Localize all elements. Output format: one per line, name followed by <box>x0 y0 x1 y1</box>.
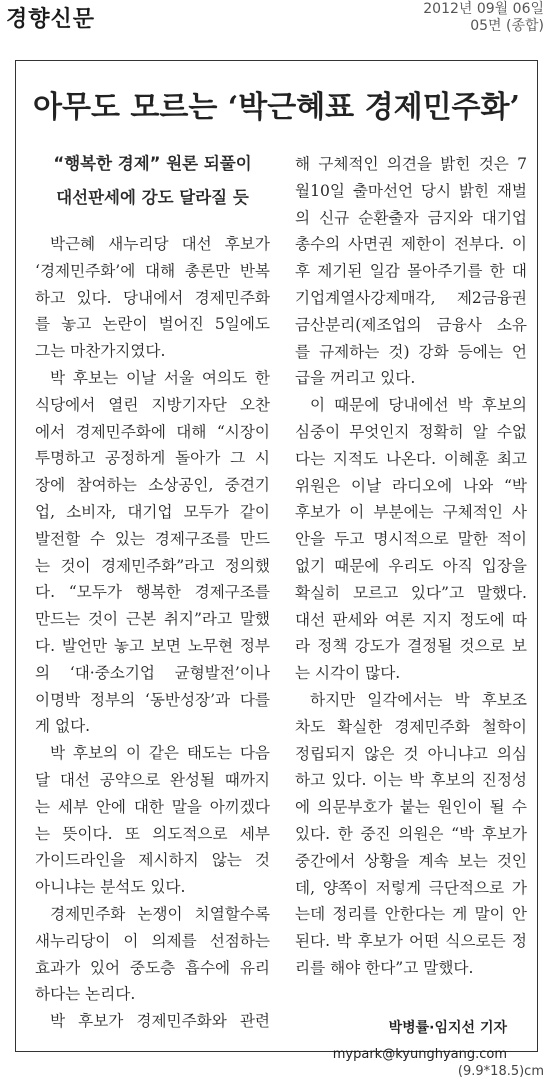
article-text-line: 는 세부 안에 대한 말을 아끼겠다 <box>35 797 270 816</box>
article-text-line: 효과가 있어 중도층 흡수에 유리 <box>35 958 270 977</box>
article-text-line: 박 후보의 이 같은 태도는 다음 <box>50 744 270 763</box>
article-text-line: 장에 참여하는 소상공인, 중견기 <box>35 476 270 495</box>
article-text-line: 급을 꺼리고 있다. <box>295 369 416 388</box>
article-text-line: 가이드라인을 제시하지 않는 것 <box>35 851 270 870</box>
article-column-left <box>35 149 270 1035</box>
article-text-line: 하다는 논리다. <box>35 985 136 1004</box>
article-text-line: 업, 소비자, 대기업 모두가 같이 <box>35 502 270 521</box>
subheadline-1: “행복한 경제” 원론 되풀이 <box>53 154 252 173</box>
article-text-line: 하고 있다. 당내에서 경제민주화 <box>35 288 270 307</box>
article-text-line: 의 신규 순환출자 금지와 대기업 <box>295 208 527 227</box>
article-text-line: 중간에서 상황을 계속 보는 것인 <box>295 851 527 870</box>
clipping-size: (9.9*18.5)cm <box>457 1064 544 1079</box>
article-frame <box>15 60 538 1062</box>
page-header <box>0 0 550 42</box>
article-column-right <box>295 151 527 982</box>
page-section: 05면 (종합) <box>470 18 544 34</box>
article-text-line: 는 뜻이다. 또 의도적으로 세부 <box>35 824 270 843</box>
article-text-line: 만드는 것이 근본 취지”라고 말했 <box>35 610 270 629</box>
article-text-line: 확실히 모르고 있다”고 말했다. <box>295 583 527 602</box>
article-text-line: 에서 경제민주화에 대해 “시장이 <box>35 422 270 441</box>
article-text-line: 안을 두고 명시적으로 말한 적이 <box>295 530 527 549</box>
article-text-line: 그는 마찬가지였다. <box>35 342 166 361</box>
publication-date: 2012년 09월 06일 <box>423 1 544 17</box>
article-text-line: 발전할 수 있는 경제구조를 만드 <box>35 529 270 548</box>
article-text-line: 경제민주화 논쟁이 치열할수록 <box>50 904 270 923</box>
article-text-line: 박 후보가 경제민주화와 관련 <box>50 1012 270 1031</box>
article-text-line: 해 구체적인 의견을 밝힌 것은 7 <box>295 155 527 173</box>
article-text-line: 정립되지 않은 것 아니냐고 의심 <box>295 744 527 763</box>
article-text-line: 다. 발언만 놓고 보면 노무현 정부 <box>35 636 270 655</box>
article-text-line: 게 없다. <box>35 717 91 736</box>
article-text-line: 하고 있다. 이는 박 후보의 진정성 <box>295 771 527 790</box>
article-body-left <box>35 231 270 1035</box>
article-text-line: 총수의 사면권 제한이 전부다. 이 <box>295 235 527 254</box>
article-text-line: 는 것이 경제민주화”라고 정의했 <box>35 556 270 575</box>
subheadline-block <box>35 147 270 215</box>
article-text-line: 데, 양쪽이 저렇게 극단적으로 가 <box>295 878 527 897</box>
article-headline: 아무도 모르는 ‘박근혜표 경제민주화’ <box>33 90 520 125</box>
subheadline-2: 대선판세에 강도 달라질 듯 <box>56 188 249 207</box>
article-text-line: 아니냐는 분석도 있다. <box>35 878 186 897</box>
article-text-line: 심중이 무엇인지 정확히 알 수없 <box>295 422 527 441</box>
article-text-line: 리를 해야 한다”고 말했다. <box>295 958 474 977</box>
article-text-line: 차도 확실한 경제민주화 철학이 <box>295 717 527 736</box>
article-text-line: 는데 정리를 안한다는 게 말이 안 <box>295 905 527 924</box>
newspaper-masthead: 경향신문 <box>6 7 96 32</box>
article-text-line: ‘경제민주화’에 대해 총론만 반복 <box>35 261 270 280</box>
article-text-line: 후 제기된 일감 몰아주기를 한 대 <box>295 262 527 281</box>
article-text-line: 라 정책 강도가 결정될 것으로 보 <box>295 637 527 656</box>
article-text-line: 없기 때문에 우리도 아직 입장을 <box>295 556 527 575</box>
article-text-line: 박 후보는 이날 서울 여의도 한 <box>50 368 270 387</box>
article-text-line: 다는 지적도 나온다. 이혜훈 최고 <box>295 449 527 468</box>
article-text-line: 하지만 일각에서는 박 후보조 <box>310 690 527 709</box>
article-text-line: 금산분리(제조업의 금융사 소유 <box>295 315 527 334</box>
article-text-line: 있다. 한 중진 의원은 “박 후보가 <box>295 824 527 843</box>
article-text-line: 식당에서 열린 지방기자단 오찬 <box>35 395 270 414</box>
reporter-email: mypark@kyunghyang.com <box>332 1047 507 1062</box>
dateline <box>423 1 544 35</box>
article-text-line: 기업계열사강제매각, 제2금융권 <box>295 288 527 307</box>
article-text-line: 된다. 박 후보가 어떤 식으로든 정 <box>295 932 527 951</box>
byline: 박병률·임지선 기자 <box>388 1020 507 1036</box>
article-body-right <box>295 151 527 982</box>
article-text-line: 투명하고 공정하게 돌아가 그 시 <box>35 449 270 468</box>
article-text-line: 새누리당이 이 의제를 선점하는 <box>35 931 270 950</box>
article-text-line: 의 ‘대·중소기업 균형발전’이나 <box>35 663 270 682</box>
article-text-line: 박근혜 새누리당 대선 후보가 <box>50 235 270 253</box>
article-text-line: 위원은 이날 라디오에 나와 “박 <box>295 476 527 495</box>
article-text-line: 이 때문에 당내에선 박 후보의 <box>310 396 527 415</box>
article-text-line: 는 시각이 많다. <box>295 664 401 683</box>
article-text-line: 이명박 정부의 ‘동반성장’과 다를 <box>35 690 270 709</box>
article-text-line: 월10일 출마선언 당시 밝힌 재벌 <box>295 181 527 200</box>
article-text-line: 를 놓고 논란이 벌어진 5일에도 <box>35 315 270 334</box>
article-text-line: 달 대선 공약으로 완성될 때까지 <box>35 770 270 789</box>
article-text-line: 다. “모두가 행복한 경제구조를 <box>35 583 270 602</box>
article-text-line: 대선 판세와 여론 지지 정도에 따 <box>295 610 527 629</box>
article-text-line: 후보가 이 부분에는 구체적인 사 <box>295 503 527 522</box>
article-text-line: 에 의문부호가 붙는 원인이 될 수 <box>295 798 527 817</box>
article-text-line: 를 규제하는 것) 강화 등에는 언 <box>295 342 527 361</box>
